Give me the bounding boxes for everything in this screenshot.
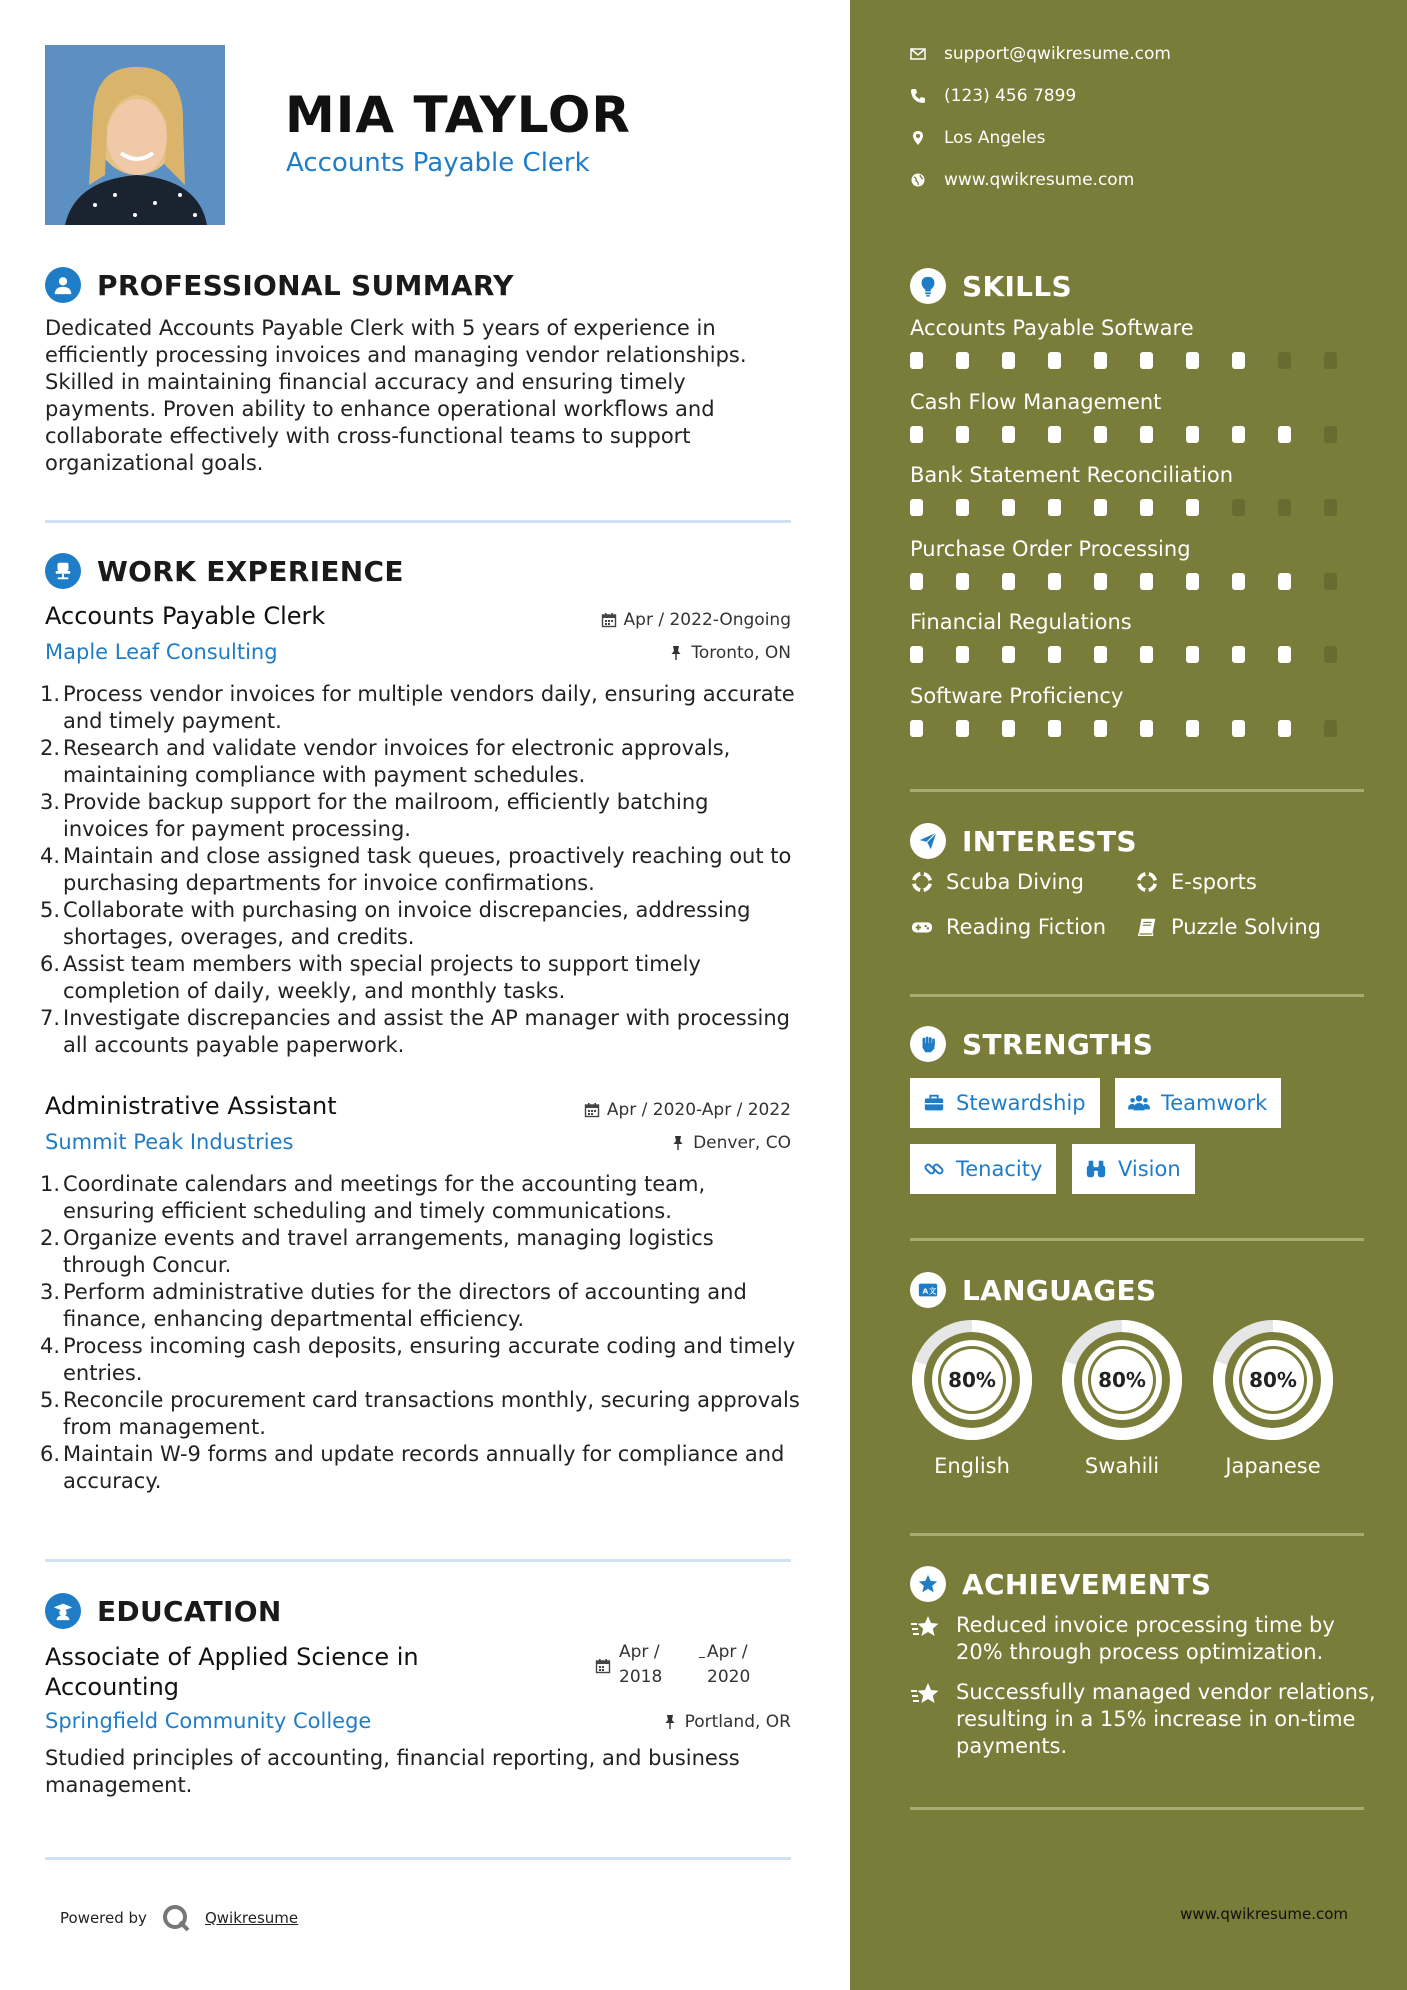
rating-dot-filled [1002,720,1015,737]
language-percent: 80% [1098,1368,1146,1392]
contact-website[interactable]: www.qwikresume.com [910,170,1134,190]
achievement-item: Reduced invoice processing time by 20% through process optimization. [910,1612,1380,1666]
skill-rating [910,720,1370,737]
education-description: Studied principles of accounting, financial reporting, and business management. [45,1746,740,1797]
summary-title: PROFESSIONAL SUMMARY [97,268,514,302]
rating-dot-filled [1094,720,1107,737]
language-percent: 80% [948,1368,996,1392]
rating-dot-filled [1002,573,1015,590]
rating-dot-empty [1324,426,1337,443]
divider [45,1857,791,1860]
rating-dot-filled [1048,499,1061,516]
rating-dot-filled [956,720,969,737]
strengths-heading [910,1026,1153,1062]
skill-rating [910,352,1370,369]
footer-website[interactable]: www.qwikresume.com [1180,1905,1348,1923]
briefcase-icon [922,1092,946,1114]
language-name: Swahili [1084,1454,1160,1478]
languages-title: LANGUAGES [962,1273,1157,1307]
rating-dot-filled [910,499,923,516]
skill-item [910,684,1370,737]
rating-dot-filled [1186,499,1199,516]
job-location-text: Denver, CO [693,1133,791,1153]
calendar-icon [584,1102,600,1118]
rating-dot-filled [1140,499,1153,516]
gamepad-icon [910,916,934,938]
rating-dot-filled [1186,720,1199,737]
user-icon [45,267,81,303]
list-item: 2. Organize events and travel arrangements, managing logistics through Concur. [40,1226,714,1277]
rating-dot-empty [1324,720,1337,737]
sidebar [850,0,1407,1990]
rating-dot-filled [1094,352,1107,369]
rating-dot-filled [1002,499,1015,516]
rating-dot-filled [1140,352,1153,369]
education-location-text: Portland, OR [684,1712,791,1732]
skill-name: Bank Statement Reconciliation [910,463,1234,487]
language-name: English [934,1454,1010,1478]
education-end-date: Apr / 2020 [707,1642,751,1687]
job-location [668,643,791,663]
rating-dot-filled [956,499,969,516]
powered-by [60,1903,298,1933]
skill-item [910,316,1370,369]
interest-item: E-sports [1135,870,1257,894]
lifebuoy-icon [1135,871,1159,893]
skill-item [910,610,1370,663]
job-location-text: Toronto, ON [691,643,791,663]
rating-dot-filled [1232,573,1245,590]
rating-dot-filled [910,573,923,590]
language-item [1060,1318,1184,1478]
rating-dot-filled [956,646,969,663]
school-name: Springfield Community College [45,1709,372,1733]
language-percent: 80% [1249,1368,1297,1392]
rating-dot-filled [1140,720,1153,737]
rating-dot-filled [1002,352,1015,369]
rating-dot-filled [1140,426,1153,443]
language-ring [1060,1318,1184,1442]
education-heading [45,1593,282,1629]
list-item: 3. Provide backup support for the mailroom, efficiently batching invoices for payment processing. [40,790,709,841]
fist-icon [910,1026,946,1062]
experience-title: WORK EXPERIENCE [97,554,404,588]
interest-item: Puzzle Solving [1135,915,1321,939]
graduate-icon [45,1593,81,1629]
candidate-role: Accounts Payable Clerk [286,148,590,178]
qwikresume-link[interactable]: Qwikresume [204,1909,299,1927]
rating-dot-filled [1048,352,1061,369]
strength-tag: Tenacity [910,1144,1056,1194]
rating-dot-filled [1278,573,1291,590]
rating-dot-filled [956,426,969,443]
candidate-name: MIA TAYLOR [285,86,631,144]
rating-dot-empty [1324,352,1337,369]
phone-icon [910,88,926,104]
users-icon [1127,1092,1151,1114]
job-location [670,1133,791,1153]
rating-dot-filled [1002,646,1015,663]
rating-dot-filled [1186,352,1199,369]
star-badge-icon [910,1566,946,1602]
summary-heading [45,267,514,303]
divider [910,1807,1364,1810]
strength-tag: Vision [1072,1144,1195,1194]
profile-photo [45,45,225,225]
rating-dot-filled [1232,352,1245,369]
rating-dot-filled [956,352,969,369]
calendar-icon [595,1658,611,1674]
language-item [910,1318,1034,1478]
calendar-icon [601,612,617,628]
star-icon [910,1614,942,1642]
job-date-text: Apr / 2020-Apr / 2022 [606,1100,791,1120]
language-name: Japanese [1225,1454,1321,1478]
list-item: 2. Research and validate vendor invoices for electronic approvals, maintaining compliance with payment schedules. [40,736,731,787]
job-duties [40,1171,800,1495]
rating-dot-filled [1186,426,1199,443]
rating-dot-filled [910,352,923,369]
chair-icon [45,553,81,589]
list-item: 6. Maintain W-9 forms and update records annually for compliance and accuracy. [40,1442,785,1493]
rating-dot-filled [1140,646,1153,663]
skill-rating [910,499,1370,516]
rating-dot-filled [910,426,923,443]
rating-dot-filled [1048,573,1061,590]
rating-dot-filled [1186,573,1199,590]
list-item: 1. Coordinate calendars and meetings for the accounting team, ensuring efficient scheduling and timely communications. [40,1172,706,1223]
degree-name: Associate of Applied Science in Accounting [45,1643,419,1701]
list-item: 5. Collaborate with purchasing on invoice discrepancies, addressing shortages, overages, and credits. [40,898,751,949]
skill-rating [910,573,1370,590]
divider [910,994,1364,997]
date-separator [699,1657,705,1658]
divider [45,1559,791,1562]
pin-icon [662,1714,678,1730]
rating-dot-filled [1278,646,1291,663]
rating-dot-filled [1048,720,1061,737]
strength-tag: Teamwork [1115,1078,1281,1128]
language-ring [910,1318,1034,1442]
globe-icon [910,172,926,188]
rating-dot-filled [910,646,923,663]
summary-text: Dedicated Accounts Payable Clerk with 5 years of experience in efficiently processing invoices and managing vendor relationships. Skilled in maintaining financial accuracy and ensuring timely payments. Proven ability to enhance operational workflows and collaborate effectively with cross-functional teams to support organizational goals. [45,316,747,475]
rating-dot-empty [1324,573,1337,590]
education-start-date: Apr / 2018 [619,1642,663,1687]
skills-title: SKILLS [962,269,1072,303]
language-ring [1211,1318,1335,1442]
list-item: 3. Perform administrative duties for the directors of accounting and finance, enhancing departmental efficiency. [40,1280,747,1331]
location-pin-icon [910,130,926,146]
divider [910,1238,1364,1241]
skills-heading [910,268,1072,304]
company-name: Maple Leaf Consulting [45,640,278,664]
list-item: 5. Reconcile procurement card transactions monthly, securing approvals from management. [40,1388,800,1439]
rating-dot-empty [1278,352,1291,369]
contact-location: Los Angeles [910,128,1046,148]
skill-item [910,463,1370,516]
rating-dot-filled [1278,720,1291,737]
star-icon [910,1681,942,1709]
rating-dot-filled [910,720,923,737]
interests-heading [910,823,1137,859]
skill-item [910,390,1370,443]
divider [45,520,791,523]
paper-plane-icon [910,823,946,859]
achievements-heading [910,1566,1211,1602]
skill-rating [910,426,1370,443]
rating-dot-empty [1232,499,1245,516]
svg-text:文: 文 [928,1286,937,1296]
rating-dot-empty [1278,499,1291,516]
pin-icon [670,1135,686,1151]
divider [910,789,1364,792]
rating-dot-filled [1094,573,1107,590]
binoculars-icon [1084,1158,1108,1180]
language-item [1211,1318,1335,1478]
job-date-text: Apr / 2022-Ongoing [623,610,791,630]
strength-tag: Stewardship [910,1078,1100,1128]
interest-item: Reading Fiction [910,915,1106,939]
list-item: 4. Process incoming cash deposits, ensuring accurate coding and timely entries. [40,1334,796,1385]
pin-icon [668,645,684,661]
rating-dot-filled [1048,646,1061,663]
skill-name: Software Proficiency [910,683,1124,708]
skill-rating [910,646,1370,663]
svg-text:A: A [922,1286,929,1296]
translate-icon [910,1272,946,1308]
education-location [662,1712,791,1732]
rating-dot-filled [1232,426,1245,443]
job-date [584,1100,791,1120]
contact-phone[interactable]: (123) 456 7899 [910,86,1076,106]
skill-name: Accounts Payable Software [910,316,1194,340]
interests-title: INTERESTS [962,824,1137,858]
rating-dot-filled [1094,499,1107,516]
interest-item: Scuba Diving [910,870,1084,894]
rating-dot-filled [1278,426,1291,443]
list-item: 7. Investigate discrepancies and assist the AP manager with processing all accounts payable paperwork. [40,1006,790,1057]
contact-email[interactable]: support@qwikresume.com [910,44,1171,64]
rating-dot-filled [1002,426,1015,443]
skill-name: Purchase Order Processing [910,536,1191,561]
qwikresume-logo-icon [161,1903,191,1933]
education-title: EDUCATION [97,1594,282,1628]
skill-name: Financial Regulations [910,610,1132,634]
languages-heading [910,1272,1156,1308]
rating-dot-filled [1140,573,1153,590]
rating-dot-filled [1094,646,1107,663]
rating-dot-empty [1324,646,1337,663]
book-icon [1135,916,1159,938]
rating-dot-filled [1186,646,1199,663]
list-item: 1. Process vendor invoices for multiple vendors daily, ensuring accurate and timely payment. [40,682,795,733]
skill-item [910,537,1370,590]
lightbulb-icon [910,268,946,304]
list-item: 4. Maintain and close assigned task queues, proactively reaching out to purchasing departments for invoice confirmations. [40,844,792,895]
job-title: Accounts Payable Clerk [45,602,326,630]
strengths-title: STRENGTHS [962,1027,1154,1061]
rating-dot-filled [956,573,969,590]
envelope-icon [910,46,926,62]
rating-dot-filled [1048,426,1061,443]
divider [910,1533,1364,1536]
company-name: Summit Peak Industries [45,1130,294,1154]
link-icon [922,1158,946,1180]
powered-label: Powered by [60,1909,147,1927]
job-duties [40,681,800,1059]
skill-name: Cash Flow Management [910,389,1162,414]
list-item: 6. Assist team members with special projects to support timely completion of daily, weekly, and monthly tasks. [40,952,701,1003]
job-title: Administrative Assistant [45,1092,337,1120]
rating-dot-filled [1094,426,1107,443]
achievements-title: ACHIEVEMENTS [962,1567,1212,1601]
experience-heading [45,553,404,589]
rating-dot-filled [1232,720,1245,737]
job-date [601,610,791,630]
rating-dot-filled [1232,646,1245,663]
lifebuoy-icon [910,871,934,893]
rating-dot-empty [1324,499,1337,516]
achievement-item: Successfully managed vendor relations, resulting in a 15% increase in on-time payments. [910,1679,1380,1760]
